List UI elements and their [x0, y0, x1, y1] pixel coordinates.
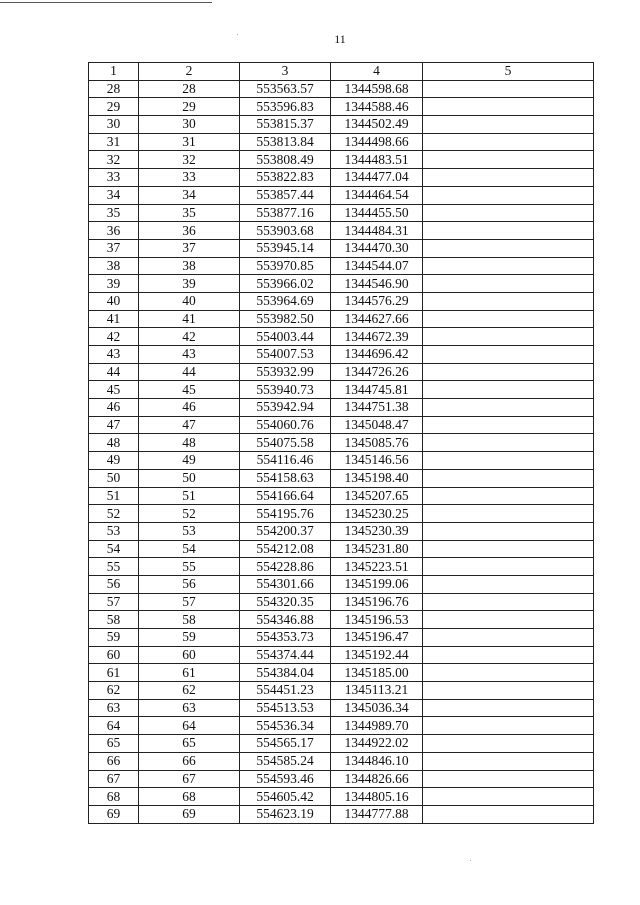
table-cell-col-5 [423, 752, 594, 770]
table-cell-col-3: 554513.53 [240, 699, 331, 717]
table-cell-col-1: 47 [89, 416, 139, 434]
table-cell-col-5 [423, 151, 594, 169]
table-cell-col-1: 36 [89, 222, 139, 240]
table-cell-col-3: 553563.57 [240, 80, 331, 98]
table-cell-col-4: 1345199.06 [331, 575, 423, 593]
column-header-2: 2 [139, 63, 240, 81]
table-row [89, 752, 594, 770]
table-cell-col-2: 49 [139, 452, 240, 470]
table-cell-col-5 [423, 699, 594, 717]
table-row [89, 558, 594, 576]
scan-speck [237, 34, 238, 35]
table-row [89, 116, 594, 134]
table-cell-col-5 [423, 416, 594, 434]
table-cell-col-3: 553808.49 [240, 151, 331, 169]
table-row [89, 98, 594, 116]
table-cell-col-4: 1345146.56 [331, 452, 423, 470]
table-row [89, 186, 594, 204]
table-cell-col-3: 554320.35 [240, 593, 331, 611]
table-cell-col-2: 69 [139, 805, 240, 823]
table-cell-col-3: 553945.14 [240, 239, 331, 257]
table-cell-col-3: 554007.53 [240, 346, 331, 364]
table-cell-col-2: 50 [139, 469, 240, 487]
table-cell-col-1: 64 [89, 717, 139, 735]
table-cell-col-5 [423, 805, 594, 823]
table-cell-col-5 [423, 399, 594, 417]
table-row [89, 204, 594, 222]
table-row [89, 310, 594, 328]
table-cell-col-4: 1344498.66 [331, 133, 423, 151]
table-cell-col-5 [423, 169, 594, 187]
table-cell-col-1: 41 [89, 310, 139, 328]
table-row [89, 699, 594, 717]
table-cell-col-3: 554605.42 [240, 788, 331, 806]
table-cell-col-3: 553982.50 [240, 310, 331, 328]
table-row [89, 133, 594, 151]
table-cell-col-4: 1344544.07 [331, 257, 423, 275]
table-cell-col-5 [423, 133, 594, 151]
table-row [89, 257, 594, 275]
table-row [89, 292, 594, 310]
table-cell-col-1: 52 [89, 505, 139, 523]
table-cell-col-2: 30 [139, 116, 240, 134]
table-cell-col-2: 62 [139, 682, 240, 700]
table-cell-col-2: 59 [139, 629, 240, 647]
table-cell-col-4: 1344989.70 [331, 717, 423, 735]
table-cell-col-1: 43 [89, 346, 139, 364]
table-cell-col-1: 48 [89, 434, 139, 452]
table-cell-col-4: 1345113.21 [331, 682, 423, 700]
column-header-1: 1 [89, 63, 139, 81]
table-cell-col-1: 51 [89, 487, 139, 505]
table-cell-col-4: 1344502.49 [331, 116, 423, 134]
table-cell-col-3: 553857.44 [240, 186, 331, 204]
table-cell-col-2: 45 [139, 381, 240, 399]
column-header-4: 4 [331, 63, 423, 81]
table-row [89, 593, 594, 611]
table-cell-col-5 [423, 239, 594, 257]
table-cell-col-1: 35 [89, 204, 139, 222]
table-cell-col-5 [423, 452, 594, 470]
table-cell-col-4: 1344546.90 [331, 275, 423, 293]
coordinates-table [88, 62, 594, 824]
table-cell-col-5 [423, 540, 594, 558]
table-cell-col-2: 31 [139, 133, 240, 151]
table-cell-col-5 [423, 788, 594, 806]
table-cell-col-4: 1345196.76 [331, 593, 423, 611]
table-cell-col-2: 56 [139, 575, 240, 593]
table-cell-col-3: 554623.19 [240, 805, 331, 823]
table-cell-col-1: 49 [89, 452, 139, 470]
table-row [89, 487, 594, 505]
table-cell-col-3: 553940.73 [240, 381, 331, 399]
table-cell-col-5 [423, 717, 594, 735]
table-cell-col-4: 1345085.76 [331, 434, 423, 452]
table-cell-col-2: 60 [139, 646, 240, 664]
table-cell-col-2: 67 [139, 770, 240, 788]
table-cell-col-4: 1344826.66 [331, 770, 423, 788]
table-row [89, 505, 594, 523]
table-cell-col-3: 553932.99 [240, 363, 331, 381]
table-cell-col-1: 29 [89, 98, 139, 116]
table-cell-col-4: 1344627.66 [331, 310, 423, 328]
table-cell-col-3: 554200.37 [240, 522, 331, 540]
table-cell-col-4: 1344805.16 [331, 788, 423, 806]
table-cell-col-2: 51 [139, 487, 240, 505]
table-cell-col-5 [423, 363, 594, 381]
table-row [89, 770, 594, 788]
table-cell-col-5 [423, 629, 594, 647]
table-cell-col-2: 29 [139, 98, 240, 116]
table-row [89, 805, 594, 823]
table-cell-col-5 [423, 346, 594, 364]
table-row [89, 646, 594, 664]
table-cell-col-3: 554195.76 [240, 505, 331, 523]
table-cell-col-3: 554585.24 [240, 752, 331, 770]
table-cell-col-3: 554228.86 [240, 558, 331, 576]
table-row [89, 275, 594, 293]
table-cell-col-1: 57 [89, 593, 139, 611]
table-row [89, 363, 594, 381]
table-cell-col-1: 59 [89, 629, 139, 647]
table-cell-col-2: 48 [139, 434, 240, 452]
table-cell-col-1: 58 [89, 611, 139, 629]
table-cell-col-5 [423, 593, 594, 611]
table-cell-col-2: 53 [139, 522, 240, 540]
table-cell-col-5 [423, 310, 594, 328]
table-header-row [89, 63, 594, 81]
table-row [89, 169, 594, 187]
table-cell-col-5 [423, 116, 594, 134]
table-row [89, 735, 594, 753]
table-cell-col-2: 42 [139, 328, 240, 346]
table-cell-col-3: 554565.17 [240, 735, 331, 753]
table-row [89, 629, 594, 647]
table-cell-col-3: 553813.84 [240, 133, 331, 151]
table-cell-col-4: 1345048.47 [331, 416, 423, 434]
table-row [89, 469, 594, 487]
table-cell-col-1: 34 [89, 186, 139, 204]
table-cell-col-5 [423, 292, 594, 310]
table-row [89, 664, 594, 682]
table-cell-col-3: 554374.44 [240, 646, 331, 664]
table-cell-col-2: 68 [139, 788, 240, 806]
table-cell-col-2: 37 [139, 239, 240, 257]
table-cell-col-1: 31 [89, 133, 139, 151]
table-cell-col-3: 554116.46 [240, 452, 331, 470]
table-cell-col-4: 1344696.42 [331, 346, 423, 364]
page-number: 11 [334, 32, 346, 46]
table-row [89, 522, 594, 540]
table-row [89, 328, 594, 346]
table-cell-col-2: 43 [139, 346, 240, 364]
table-cell-col-2: 63 [139, 699, 240, 717]
table-cell-col-1: 67 [89, 770, 139, 788]
table-cell-col-3: 553964.69 [240, 292, 331, 310]
table-row [89, 222, 594, 240]
table-cell-col-1: 62 [89, 682, 139, 700]
table-cell-col-2: 61 [139, 664, 240, 682]
table-cell-col-3: 554451.23 [240, 682, 331, 700]
table-cell-col-4: 1344576.29 [331, 292, 423, 310]
table-cell-col-3: 554384.04 [240, 664, 331, 682]
table-cell-col-4: 1345192.44 [331, 646, 423, 664]
table-cell-col-3: 554301.66 [240, 575, 331, 593]
table-cell-col-2: 36 [139, 222, 240, 240]
table-cell-col-1: 65 [89, 735, 139, 753]
table-cell-col-5 [423, 80, 594, 98]
table-cell-col-1: 68 [89, 788, 139, 806]
table-cell-col-4: 1345231.80 [331, 540, 423, 558]
table-cell-col-3: 554060.76 [240, 416, 331, 434]
table-cell-col-3: 554003.44 [240, 328, 331, 346]
table-row [89, 575, 594, 593]
table-cell-col-5 [423, 735, 594, 753]
table-cell-col-2: 39 [139, 275, 240, 293]
table-body [89, 80, 594, 823]
table-cell-col-5 [423, 469, 594, 487]
table-cell-col-1: 60 [89, 646, 139, 664]
table-cell-col-1: 66 [89, 752, 139, 770]
table-cell-col-3: 554075.58 [240, 434, 331, 452]
table-cell-col-2: 55 [139, 558, 240, 576]
table-cell-col-2: 58 [139, 611, 240, 629]
table-cell-col-3: 553903.68 [240, 222, 331, 240]
table-cell-col-2: 34 [139, 186, 240, 204]
table-cell-col-4: 1344726.26 [331, 363, 423, 381]
table-cell-col-3: 553815.37 [240, 116, 331, 134]
table-cell-col-5 [423, 328, 594, 346]
table-cell-col-4: 1345185.00 [331, 664, 423, 682]
table-cell-col-3: 554353.73 [240, 629, 331, 647]
table-cell-col-5 [423, 558, 594, 576]
table-cell-col-4: 1345198.40 [331, 469, 423, 487]
table-cell-col-4: 1345230.39 [331, 522, 423, 540]
table-cell-col-3: 554593.46 [240, 770, 331, 788]
table-cell-col-5 [423, 222, 594, 240]
table-row [89, 717, 594, 735]
table-cell-col-4: 1344672.39 [331, 328, 423, 346]
table-cell-col-2: 52 [139, 505, 240, 523]
table-cell-col-2: 57 [139, 593, 240, 611]
table-cell-col-4: 1344922.02 [331, 735, 423, 753]
table-row [89, 611, 594, 629]
table-row [89, 682, 594, 700]
table-cell-col-1: 30 [89, 116, 139, 134]
table-cell-col-2: 38 [139, 257, 240, 275]
table-cell-col-5 [423, 186, 594, 204]
table-cell-col-4: 1344598.68 [331, 80, 423, 98]
table-cell-col-2: 47 [139, 416, 240, 434]
table-cell-col-2: 32 [139, 151, 240, 169]
table-row [89, 346, 594, 364]
table-cell-col-1: 39 [89, 275, 139, 293]
table-cell-col-2: 40 [139, 292, 240, 310]
table-cell-col-1: 32 [89, 151, 139, 169]
table-row [89, 399, 594, 417]
table-row [89, 434, 594, 452]
table-cell-col-2: 28 [139, 80, 240, 98]
table-cell-col-4: 1344745.81 [331, 381, 423, 399]
table-cell-col-5 [423, 770, 594, 788]
table-cell-col-2: 54 [139, 540, 240, 558]
table-cell-col-1: 54 [89, 540, 139, 558]
table-cell-col-5 [423, 664, 594, 682]
table-cell-col-4: 1344484.31 [331, 222, 423, 240]
table-cell-col-1: 61 [89, 664, 139, 682]
table-cell-col-2: 46 [139, 399, 240, 417]
table-cell-col-4: 1344483.51 [331, 151, 423, 169]
table-cell-col-4: 1345207.65 [331, 487, 423, 505]
table-cell-col-4: 1345196.53 [331, 611, 423, 629]
table-cell-col-2: 64 [139, 717, 240, 735]
table-cell-col-5 [423, 257, 594, 275]
scan-speck [470, 860, 471, 861]
table-row [89, 381, 594, 399]
table-cell-col-1: 42 [89, 328, 139, 346]
top-rule [0, 2, 212, 3]
table-cell-col-4: 1345196.47 [331, 629, 423, 647]
table-cell-col-3: 553942.94 [240, 399, 331, 417]
table-cell-col-2: 35 [139, 204, 240, 222]
table-cell-col-2: 65 [139, 735, 240, 753]
table-row [89, 452, 594, 470]
table-cell-col-4: 1345036.34 [331, 699, 423, 717]
table-cell-col-3: 553596.83 [240, 98, 331, 116]
table-cell-col-4: 1344777.88 [331, 805, 423, 823]
table-cell-col-5 [423, 682, 594, 700]
table-cell-col-1: 28 [89, 80, 139, 98]
table-cell-col-4: 1344588.46 [331, 98, 423, 116]
table-cell-col-4: 1344470.30 [331, 239, 423, 257]
table-cell-col-3: 553877.16 [240, 204, 331, 222]
table-cell-col-5 [423, 611, 594, 629]
table-cell-col-1: 40 [89, 292, 139, 310]
table-cell-col-4: 1344846.10 [331, 752, 423, 770]
table-cell-col-5 [423, 646, 594, 664]
column-header-3: 3 [240, 63, 331, 81]
table-cell-col-2: 44 [139, 363, 240, 381]
table-cell-col-5 [423, 381, 594, 399]
table-cell-col-4: 1344751.38 [331, 399, 423, 417]
table-cell-col-3: 554166.64 [240, 487, 331, 505]
table-cell-col-1: 53 [89, 522, 139, 540]
table-cell-col-1: 37 [89, 239, 139, 257]
table-cell-col-3: 553822.83 [240, 169, 331, 187]
table-row [89, 416, 594, 434]
table-row [89, 239, 594, 257]
table-cell-col-5 [423, 275, 594, 293]
table-cell-col-4: 1345230.25 [331, 505, 423, 523]
table-cell-col-5 [423, 575, 594, 593]
table-cell-col-2: 41 [139, 310, 240, 328]
table-cell-col-3: 553966.02 [240, 275, 331, 293]
table-cell-col-4: 1344477.04 [331, 169, 423, 187]
table-cell-col-2: 33 [139, 169, 240, 187]
table-cell-col-1: 45 [89, 381, 139, 399]
table-cell-col-4: 1344464.54 [331, 186, 423, 204]
table-cell-col-3: 554346.88 [240, 611, 331, 629]
table-cell-col-5 [423, 505, 594, 523]
table-cell-col-1: 46 [89, 399, 139, 417]
table-cell-col-1: 55 [89, 558, 139, 576]
table-row [89, 80, 594, 98]
table-cell-col-4: 1344455.50 [331, 204, 423, 222]
table-cell-col-1: 38 [89, 257, 139, 275]
table-cell-col-5 [423, 487, 594, 505]
table-row [89, 151, 594, 169]
table-cell-col-1: 69 [89, 805, 139, 823]
table-cell-col-3: 554212.08 [240, 540, 331, 558]
table-cell-col-1: 63 [89, 699, 139, 717]
table-cell-col-5 [423, 522, 594, 540]
table-cell-col-2: 66 [139, 752, 240, 770]
table-row [89, 788, 594, 806]
column-header-5: 5 [423, 63, 594, 81]
table-cell-col-1: 56 [89, 575, 139, 593]
table-cell-col-5 [423, 98, 594, 116]
table-cell-col-4: 1345223.51 [331, 558, 423, 576]
table-cell-col-1: 50 [89, 469, 139, 487]
table-cell-col-1: 44 [89, 363, 139, 381]
table-row [89, 540, 594, 558]
table-cell-col-5 [423, 204, 594, 222]
table-cell-col-1: 33 [89, 169, 139, 187]
table-cell-col-5 [423, 434, 594, 452]
table-cell-col-3: 554158.63 [240, 469, 331, 487]
table-cell-col-3: 553970.85 [240, 257, 331, 275]
table-cell-col-3: 554536.34 [240, 717, 331, 735]
